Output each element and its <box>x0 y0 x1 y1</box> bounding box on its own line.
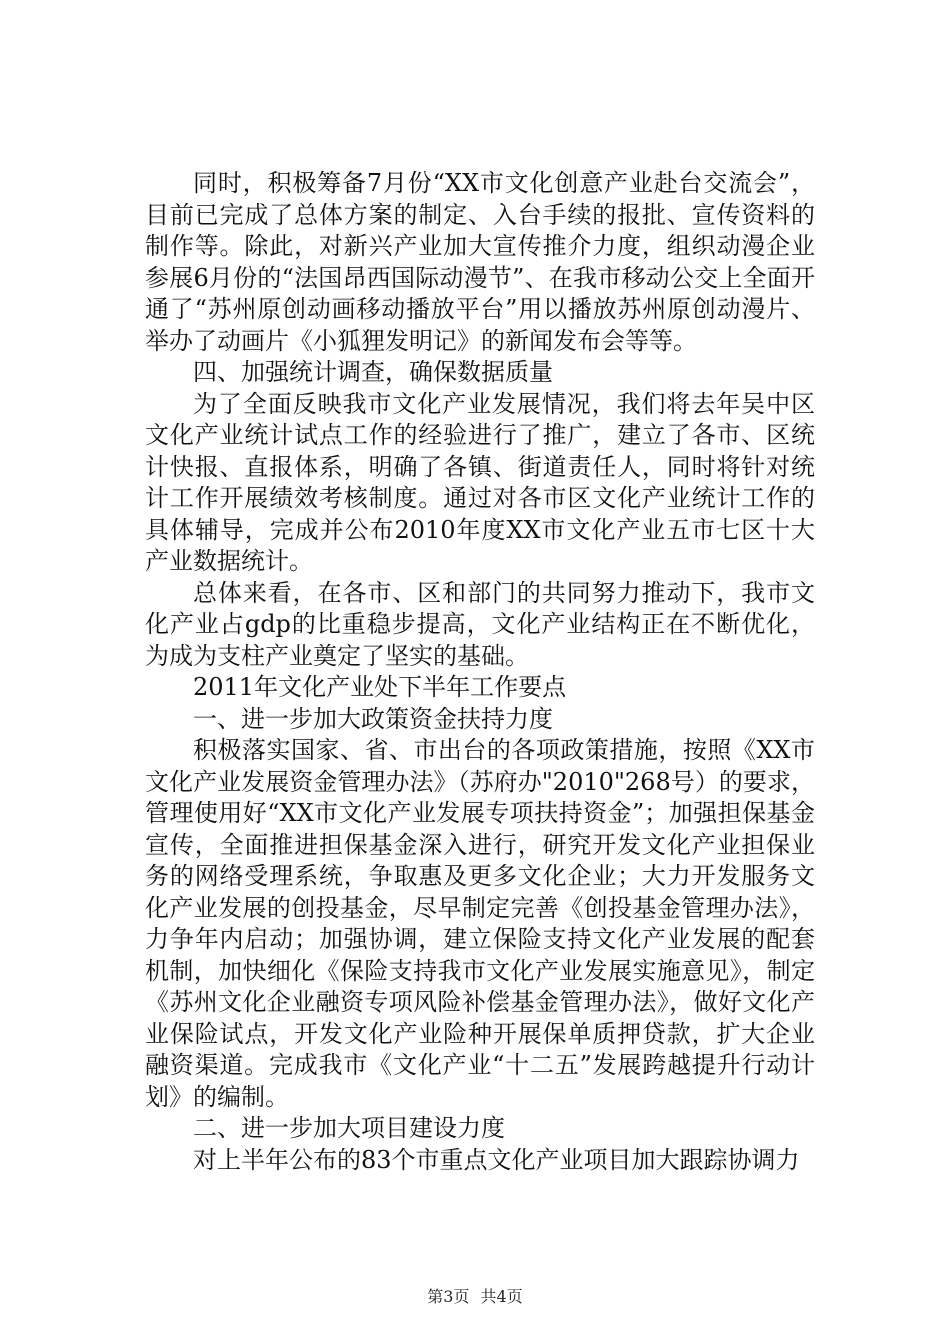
heading-policy-funding: 一、进一步加大政策资金扶持力度 <box>193 704 553 733</box>
document-body <box>145 168 815 1176</box>
paragraph-statistics: 为了全面反映我市文化产业发展情况，我们将去年吴中区文化产业统计试点工作的经验进行了推广，建立了各市、区统计快报、直报体系，明确了各镇、街道责任人，同时将针对统计工作开展绩效考核制度。通过对各市区文化产业统计工作的具体辅导，完成并公布2010年度XX市文化产业五市七区十大产业数据统计。 <box>145 389 815 575</box>
paragraph-project-construction: 对上半年公布的83个市重点文化产业项目加大跟踪协调力 <box>193 1145 800 1174</box>
page-total: 共4页 <box>480 1287 523 1306</box>
heading-statistics: 四、加强统计调查，确保数据质量 <box>193 358 553 386</box>
page-number: 第3页 <box>427 1287 470 1306</box>
heading-project-construction: 二、进一步加大项目建设力度 <box>193 1114 505 1142</box>
paragraph-summary: 总体来看，在各市、区和部门的共同努力推动下，我市文化产业占gdp的比重稳步提高，文化产业结构正在不断优化，为成为支柱产业奠定了坚实的基础。 <box>145 578 815 670</box>
paragraph-taiwan-exchange: 同时，积极筹备7月份“XX市文化创意产业赴台交流会”，目前已完成了总体方案的制定、入台手续的报批、宣传资料的制作等。除此，对新兴产业加大宣传推介力度，组织动漫企业参展6月份的“法国昂西国际动漫节”、在我市移动公交上全面开通了“苏州原创动画移动播放平台”用以播放苏州原创动漫片、举办了动画片《小狐狸发明记》的新闻发布会等等。 <box>145 169 815 355</box>
page-footer <box>0 1284 950 1307</box>
heading-second-half-plan: 2011年文化产业处下半年工作要点 <box>193 673 567 701</box>
paragraph-policy-funding: 积极落实国家、省、市出台的各项政策措施，按照《XX市文化产业发展资金管理办法》（苏府办"2010"268号）的要求，管理使用好“XX市文化产业发展专项扶持资金”；加强担保基金宣传，全面推进担保基金深入进行，研究开发文化产业担保业务的网络受理系统，争取惠及更多文化企业；大力开发服务文化产业发展的创投基金，尽早制定完善《创投基金管理办法》，力争年内启动；加强协调，建立保险支持文化产业发展的配套机制，加快细化《保险支持我市文化产业发展实施意见》，制定《苏州文化企业融资专项风险补偿基金管理办法》，做好文化产业保险试点，开发文化产业险种开展保单质押贷款，扩大企业融资渠道。完成我市《文化产业“十二五”发展跨越提升行动计划》的编制。 <box>145 736 815 1111</box>
